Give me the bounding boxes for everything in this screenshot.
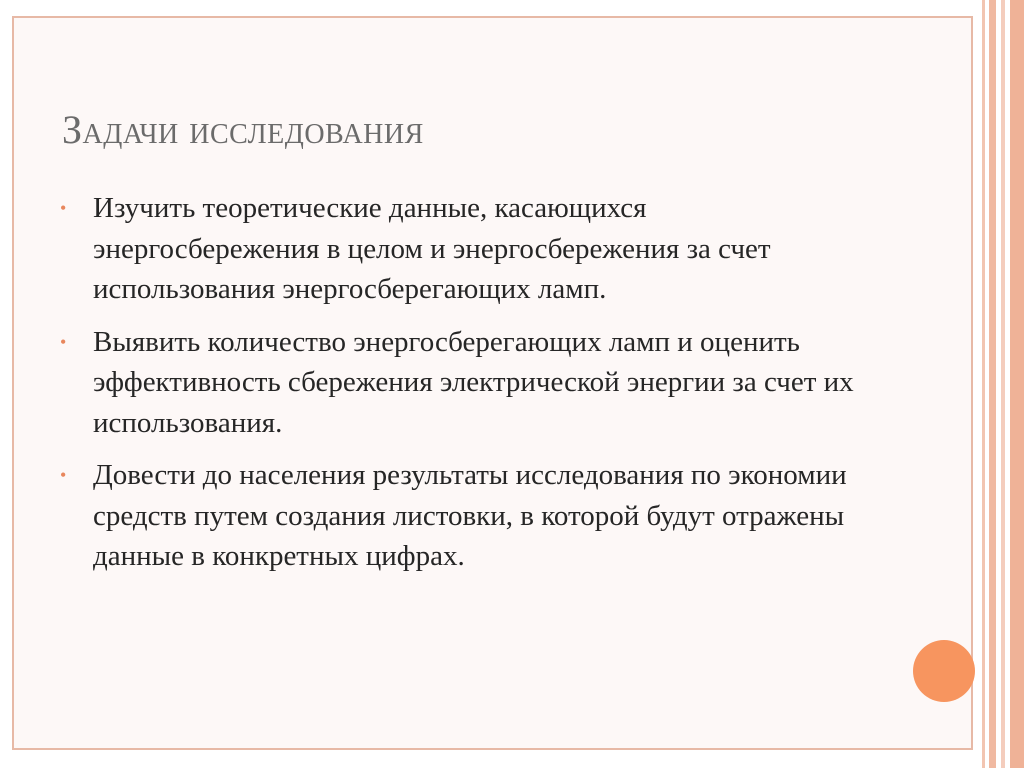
bullet-icon: • (60, 331, 67, 352)
bullet-item (60, 455, 860, 577)
bullet-text: Изучить теоретические данные, касающихся энергосбережения в целом и энергосбережения за счет использования энергосберегающих ламп. (93, 192, 771, 305)
decorative-stripe (982, 0, 985, 768)
slide-title: Задачи исследования (62, 107, 424, 152)
decorative-stripe (1001, 0, 1005, 768)
decorative-stripe (989, 0, 996, 768)
decorative-stripe (1010, 0, 1024, 768)
bullet-item (60, 188, 860, 310)
accent-circle-icon (913, 640, 975, 702)
bullet-item (60, 322, 860, 444)
bullet-text: Довести до населения результаты исследования по экономии средств путем создания листовки, в которой будут отражены данные в конкретных цифрах. (93, 459, 847, 572)
bullet-icon: • (60, 465, 67, 485)
bullet-text: Выявить количество энергосберегающих ламп и оценить эффективность сбережения электрической энергии за счет их использования. (93, 325, 854, 439)
bullet-list (60, 188, 860, 589)
bullet-icon: • (60, 198, 67, 218)
